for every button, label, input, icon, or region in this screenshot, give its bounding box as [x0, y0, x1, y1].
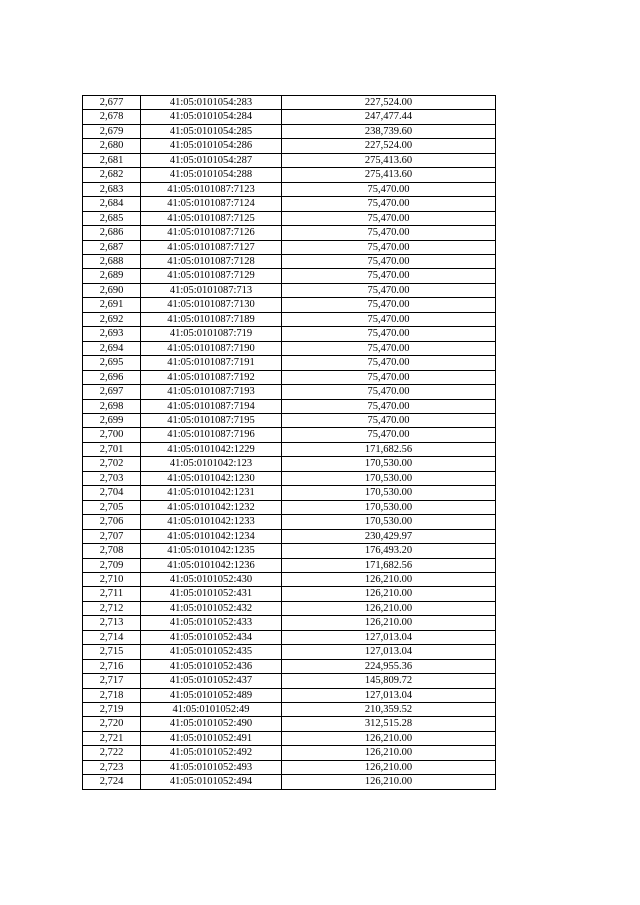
- cadastral-number-cell: 41:05:0101052:434: [141, 630, 282, 644]
- table-row: [83, 240, 496, 254]
- cadastral-number-cell: 41:05:0101087:7192: [141, 370, 282, 384]
- table-row: [83, 385, 496, 399]
- cadastral-number-cell: 41:05:0101054:285: [141, 124, 282, 138]
- row-number-cell: 2,705: [83, 500, 141, 514]
- table-row: [83, 674, 496, 688]
- value-cell: 75,470.00: [282, 182, 496, 196]
- table-row: [83, 370, 496, 384]
- cadastral-number-cell: 41:05:0101087:7124: [141, 197, 282, 211]
- table-row: [83, 746, 496, 760]
- cadastral-number-cell: 41:05:0101042:1232: [141, 500, 282, 514]
- row-number-cell: 2,722: [83, 746, 141, 760]
- cadastral-number-cell: 41:05:0101042:1234: [141, 529, 282, 543]
- row-number-cell: 2,717: [83, 674, 141, 688]
- row-number-cell: 2,690: [83, 283, 141, 297]
- cadastral-number-cell: 41:05:0101087:7196: [141, 428, 282, 442]
- row-number-cell: 2,691: [83, 298, 141, 312]
- table-row: [83, 226, 496, 240]
- value-cell: 126,210.00: [282, 572, 496, 586]
- row-number-cell: 2,695: [83, 356, 141, 370]
- cadastral-number-cell: 41:05:0101087:7127: [141, 240, 282, 254]
- value-cell: 126,210.00: [282, 760, 496, 774]
- row-number-cell: 2,709: [83, 558, 141, 572]
- value-cell: 145,809.72: [282, 674, 496, 688]
- value-cell: 126,210.00: [282, 616, 496, 630]
- cadastral-number-cell: 41:05:0101042:123: [141, 457, 282, 471]
- table-row: [83, 630, 496, 644]
- row-number-cell: 2,718: [83, 688, 141, 702]
- row-number-cell: 2,711: [83, 587, 141, 601]
- table-row: [83, 442, 496, 456]
- table-row: [83, 572, 496, 586]
- cadastral-number-cell: 41:05:0101087:713: [141, 283, 282, 297]
- value-cell: 126,210.00: [282, 601, 496, 615]
- row-number-cell: 2,689: [83, 269, 141, 283]
- cadastral-number-cell: 41:05:0101054:288: [141, 168, 282, 182]
- value-cell: 75,470.00: [282, 211, 496, 225]
- value-cell: 171,682.56: [282, 558, 496, 572]
- row-number-cell: 2,680: [83, 139, 141, 153]
- row-number-cell: 2,708: [83, 544, 141, 558]
- row-number-cell: 2,686: [83, 226, 141, 240]
- value-cell: 275,413.60: [282, 153, 496, 167]
- row-number-cell: 2,716: [83, 659, 141, 673]
- value-cell: 126,210.00: [282, 775, 496, 789]
- row-number-cell: 2,700: [83, 428, 141, 442]
- cadastral-number-cell: 41:05:0101052:494: [141, 775, 282, 789]
- value-cell: 75,470.00: [282, 197, 496, 211]
- cadastral-number-cell: 41:05:0101087:7189: [141, 312, 282, 326]
- table-row: [83, 399, 496, 413]
- cadastral-number-cell: 41:05:0101052:430: [141, 572, 282, 586]
- table-row: [83, 645, 496, 659]
- row-number-cell: 2,697: [83, 385, 141, 399]
- cadastral-number-cell: 41:05:0101054:283: [141, 96, 282, 110]
- value-cell: 247,477.44: [282, 110, 496, 124]
- cadastral-number-cell: 41:05:0101052:431: [141, 587, 282, 601]
- row-number-cell: 2,685: [83, 211, 141, 225]
- row-number-cell: 2,682: [83, 168, 141, 182]
- row-number-cell: 2,694: [83, 341, 141, 355]
- cadastral-number-cell: 41:05:0101052:432: [141, 601, 282, 615]
- row-number-cell: 2,702: [83, 457, 141, 471]
- row-number-cell: 2,715: [83, 645, 141, 659]
- row-number-cell: 2,724: [83, 775, 141, 789]
- cadastral-number-cell: 41:05:0101087:7130: [141, 298, 282, 312]
- table-row: [83, 486, 496, 500]
- cadastral-number-cell: 41:05:0101042:1235: [141, 544, 282, 558]
- value-cell: 75,470.00: [282, 413, 496, 427]
- value-cell: 126,210.00: [282, 731, 496, 745]
- value-cell: 127,013.04: [282, 630, 496, 644]
- table-row: [83, 775, 496, 789]
- table-row: [83, 124, 496, 138]
- row-number-cell: 2,692: [83, 312, 141, 326]
- cadastral-number-cell: 41:05:0101087:7123: [141, 182, 282, 196]
- value-cell: 170,530.00: [282, 471, 496, 485]
- row-number-cell: 2,693: [83, 327, 141, 341]
- cadastral-number-cell: 41:05:0101052:491: [141, 731, 282, 745]
- value-cell: 210,359.52: [282, 703, 496, 717]
- table-row: [83, 139, 496, 153]
- row-number-cell: 2,678: [83, 110, 141, 124]
- value-cell: 127,013.04: [282, 688, 496, 702]
- row-number-cell: 2,687: [83, 240, 141, 254]
- table-row: [83, 413, 496, 427]
- table-row: [83, 515, 496, 529]
- value-cell: 176,493.20: [282, 544, 496, 558]
- cadastral-number-cell: 41:05:0101052:436: [141, 659, 282, 673]
- table-row: [83, 760, 496, 774]
- table-row: [83, 428, 496, 442]
- value-cell: 75,470.00: [282, 254, 496, 268]
- cadastral-number-cell: 41:05:0101042:1236: [141, 558, 282, 572]
- cadastral-number-cell: 41:05:0101052:435: [141, 645, 282, 659]
- value-cell: 75,470.00: [282, 240, 496, 254]
- cadastral-number-cell: 41:05:0101042:1233: [141, 515, 282, 529]
- row-number-cell: 2,681: [83, 153, 141, 167]
- table-row: [83, 211, 496, 225]
- cadastral-number-cell: 41:05:0101087:7191: [141, 356, 282, 370]
- value-cell: 75,470.00: [282, 341, 496, 355]
- table-row: [83, 500, 496, 514]
- value-cell: 75,470.00: [282, 269, 496, 283]
- row-number-cell: 2,704: [83, 486, 141, 500]
- table-row: [83, 298, 496, 312]
- row-number-cell: 2,677: [83, 96, 141, 110]
- table-row: [83, 659, 496, 673]
- value-cell: 75,470.00: [282, 428, 496, 442]
- row-number-cell: 2,706: [83, 515, 141, 529]
- cadastral-number-cell: 41:05:0101087:7190: [141, 341, 282, 355]
- value-cell: 312,515.28: [282, 717, 496, 731]
- table-row: [83, 356, 496, 370]
- value-cell: 75,470.00: [282, 327, 496, 341]
- value-cell: 238,739.60: [282, 124, 496, 138]
- cadastral-number-cell: 41:05:0101087:7195: [141, 413, 282, 427]
- cadastral-number-cell: 41:05:0101054:287: [141, 153, 282, 167]
- row-number-cell: 2,712: [83, 601, 141, 615]
- value-cell: 126,210.00: [282, 746, 496, 760]
- table-row: [83, 254, 496, 268]
- cadastral-number-cell: 41:05:0101052:489: [141, 688, 282, 702]
- table-row: [83, 703, 496, 717]
- value-cell: 230,429.97: [282, 529, 496, 543]
- value-cell: 275,413.60: [282, 168, 496, 182]
- table-row: [83, 601, 496, 615]
- cadastral-number-cell: 41:05:0101087:7193: [141, 385, 282, 399]
- table-row: [83, 558, 496, 572]
- table-row: [83, 457, 496, 471]
- value-cell: 75,470.00: [282, 356, 496, 370]
- cadastral-number-cell: 41:05:0101052:490: [141, 717, 282, 731]
- row-number-cell: 2,699: [83, 413, 141, 427]
- cadastral-number-cell: 41:05:0101042:1230: [141, 471, 282, 485]
- value-cell: 227,524.00: [282, 96, 496, 110]
- value-cell: 170,530.00: [282, 515, 496, 529]
- cadastral-number-cell: 41:05:0101087:7194: [141, 399, 282, 413]
- cadastral-number-cell: 41:05:0101042:1231: [141, 486, 282, 500]
- table-row: [83, 544, 496, 558]
- cadastral-number-cell: 41:05:0101054:286: [141, 139, 282, 153]
- row-number-cell: 2,713: [83, 616, 141, 630]
- value-cell: 75,470.00: [282, 370, 496, 384]
- value-cell: 171,682.56: [282, 442, 496, 456]
- row-number-cell: 2,723: [83, 760, 141, 774]
- table-row: [83, 96, 496, 110]
- cadastral-number-cell: 41:05:0101087:7128: [141, 254, 282, 268]
- table-row: [83, 312, 496, 326]
- table-row: [83, 182, 496, 196]
- row-number-cell: 2,696: [83, 370, 141, 384]
- table-row: [83, 717, 496, 731]
- row-number-cell: 2,719: [83, 703, 141, 717]
- cadastral-number-cell: 41:05:0101054:284: [141, 110, 282, 124]
- row-number-cell: 2,703: [83, 471, 141, 485]
- cadastral-number-cell: 41:05:0101052:437: [141, 674, 282, 688]
- value-cell: 75,470.00: [282, 283, 496, 297]
- value-cell: 75,470.00: [282, 298, 496, 312]
- table-row: [83, 327, 496, 341]
- row-number-cell: 2,721: [83, 731, 141, 745]
- cadastral-number-cell: 41:05:0101087:7126: [141, 226, 282, 240]
- value-cell: 75,470.00: [282, 312, 496, 326]
- row-number-cell: 2,714: [83, 630, 141, 644]
- value-cell: 170,530.00: [282, 500, 496, 514]
- value-cell: 227,524.00: [282, 139, 496, 153]
- table-row: [83, 153, 496, 167]
- table-row: [83, 731, 496, 745]
- row-number-cell: 2,720: [83, 717, 141, 731]
- table-row: [83, 529, 496, 543]
- table-row: [83, 616, 496, 630]
- row-number-cell: 2,683: [83, 182, 141, 196]
- table-row: [83, 197, 496, 211]
- table-row: [83, 587, 496, 601]
- table-row: [83, 283, 496, 297]
- value-cell: 126,210.00: [282, 587, 496, 601]
- row-number-cell: 2,698: [83, 399, 141, 413]
- row-number-cell: 2,701: [83, 442, 141, 456]
- value-cell: 224,955.36: [282, 659, 496, 673]
- cadastral-number-cell: 41:05:0101052:492: [141, 746, 282, 760]
- value-cell: 75,470.00: [282, 385, 496, 399]
- data-table: [82, 95, 496, 790]
- table-body: [83, 96, 496, 790]
- table-row: [83, 688, 496, 702]
- row-number-cell: 2,710: [83, 572, 141, 586]
- value-cell: 170,530.00: [282, 486, 496, 500]
- value-cell: 170,530.00: [282, 457, 496, 471]
- cadastral-number-cell: 41:05:0101052:493: [141, 760, 282, 774]
- row-number-cell: 2,684: [83, 197, 141, 211]
- table-row: [83, 110, 496, 124]
- table-row: [83, 471, 496, 485]
- cadastral-number-cell: 41:05:0101052:433: [141, 616, 282, 630]
- row-number-cell: 2,679: [83, 124, 141, 138]
- value-cell: 75,470.00: [282, 399, 496, 413]
- row-number-cell: 2,688: [83, 254, 141, 268]
- cadastral-number-cell: 41:05:0101087:719: [141, 327, 282, 341]
- cadastral-number-cell: 41:05:0101087:7125: [141, 211, 282, 225]
- cadastral-number-cell: 41:05:0101087:7129: [141, 269, 282, 283]
- cadastral-number-cell: 41:05:0101042:1229: [141, 442, 282, 456]
- value-cell: 127,013.04: [282, 645, 496, 659]
- value-cell: 75,470.00: [282, 226, 496, 240]
- cadastral-number-cell: 41:05:0101052:49: [141, 703, 282, 717]
- table-row: [83, 341, 496, 355]
- row-number-cell: 2,707: [83, 529, 141, 543]
- table-row: [83, 168, 496, 182]
- table-row: [83, 269, 496, 283]
